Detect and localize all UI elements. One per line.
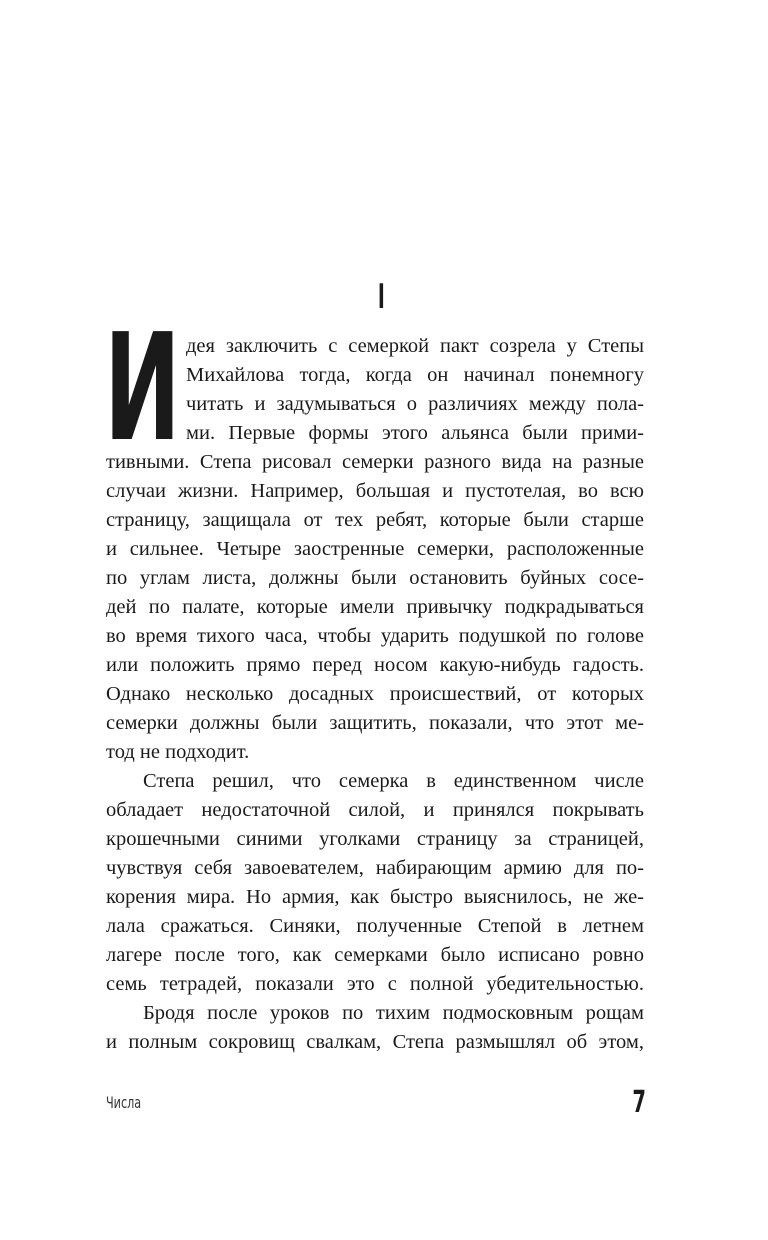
- text-line: дей по палате, которые имели привычку подкрадываться: [106, 596, 644, 618]
- text-line: Бродя после уроков по тихим подмосковным рощам: [143, 1002, 644, 1024]
- text-line: лагере после того, как семерками было исписано ровно: [106, 944, 644, 966]
- text-line: или положить прямо перед носом какую-нибудь гадость.: [106, 654, 644, 676]
- chapter-number: I: [377, 277, 385, 317]
- text-line: семь тетрадей, показали это с полной убедительностью.: [106, 973, 644, 995]
- text-line: тод не подходит.: [106, 741, 250, 763]
- drop-cap: И: [104, 302, 181, 474]
- page-number: 7: [632, 1085, 646, 1120]
- running-head: Числа: [106, 1093, 142, 1112]
- text-line: чувствуя себя завоевателем, набирающим армию для по-: [106, 857, 644, 879]
- text-line: читать и задумываться о различиях между пола-: [186, 393, 644, 415]
- text-line: и сильнее. Четыре заостренные семерки, расположенные: [106, 538, 644, 560]
- text-line: семерки должны были защитить, показали, что этот ме-: [106, 712, 644, 734]
- text-line: Михайлова тогда, когда он начинал понемногу: [186, 364, 644, 386]
- text-line: и полным сокровищ свалкам, Степа размышлял об этом,: [106, 1031, 644, 1053]
- text-line: случаи жизни. Например, большая и пустотелая, во всю: [106, 480, 644, 502]
- text-line: по углам листа, должны были остановить буйных сосе-: [106, 567, 644, 589]
- text-line: крошечными синими уголками страницу за страницей,: [106, 828, 644, 850]
- text-line: лала сражаться. Синяки, полученные Степой в летнем: [106, 915, 644, 937]
- text-line: тивными. Степа рисовал семерки разного вида на разные: [106, 451, 644, 473]
- text-line: страницу, защищала от тех ребят, которые были старше: [106, 509, 644, 531]
- text-line: Однако несколько досадных происшествий, от которых: [106, 683, 644, 705]
- text-line: корения мира. Но армия, как быстро выяснилось, не же-: [106, 886, 644, 908]
- text-line: Степа решил, что семерка в единственном числе: [143, 770, 644, 792]
- text-line: обладает недостаточной силой, и принялся покрывать: [106, 799, 644, 821]
- text-line: дея заключить с семеркой пакт созрела у Степы: [186, 335, 644, 357]
- text-line: во время тихого часа, чтобы ударить подушкой по голове: [106, 625, 644, 647]
- text-line: ми. Первые формы этого альянса были прими-: [186, 422, 644, 444]
